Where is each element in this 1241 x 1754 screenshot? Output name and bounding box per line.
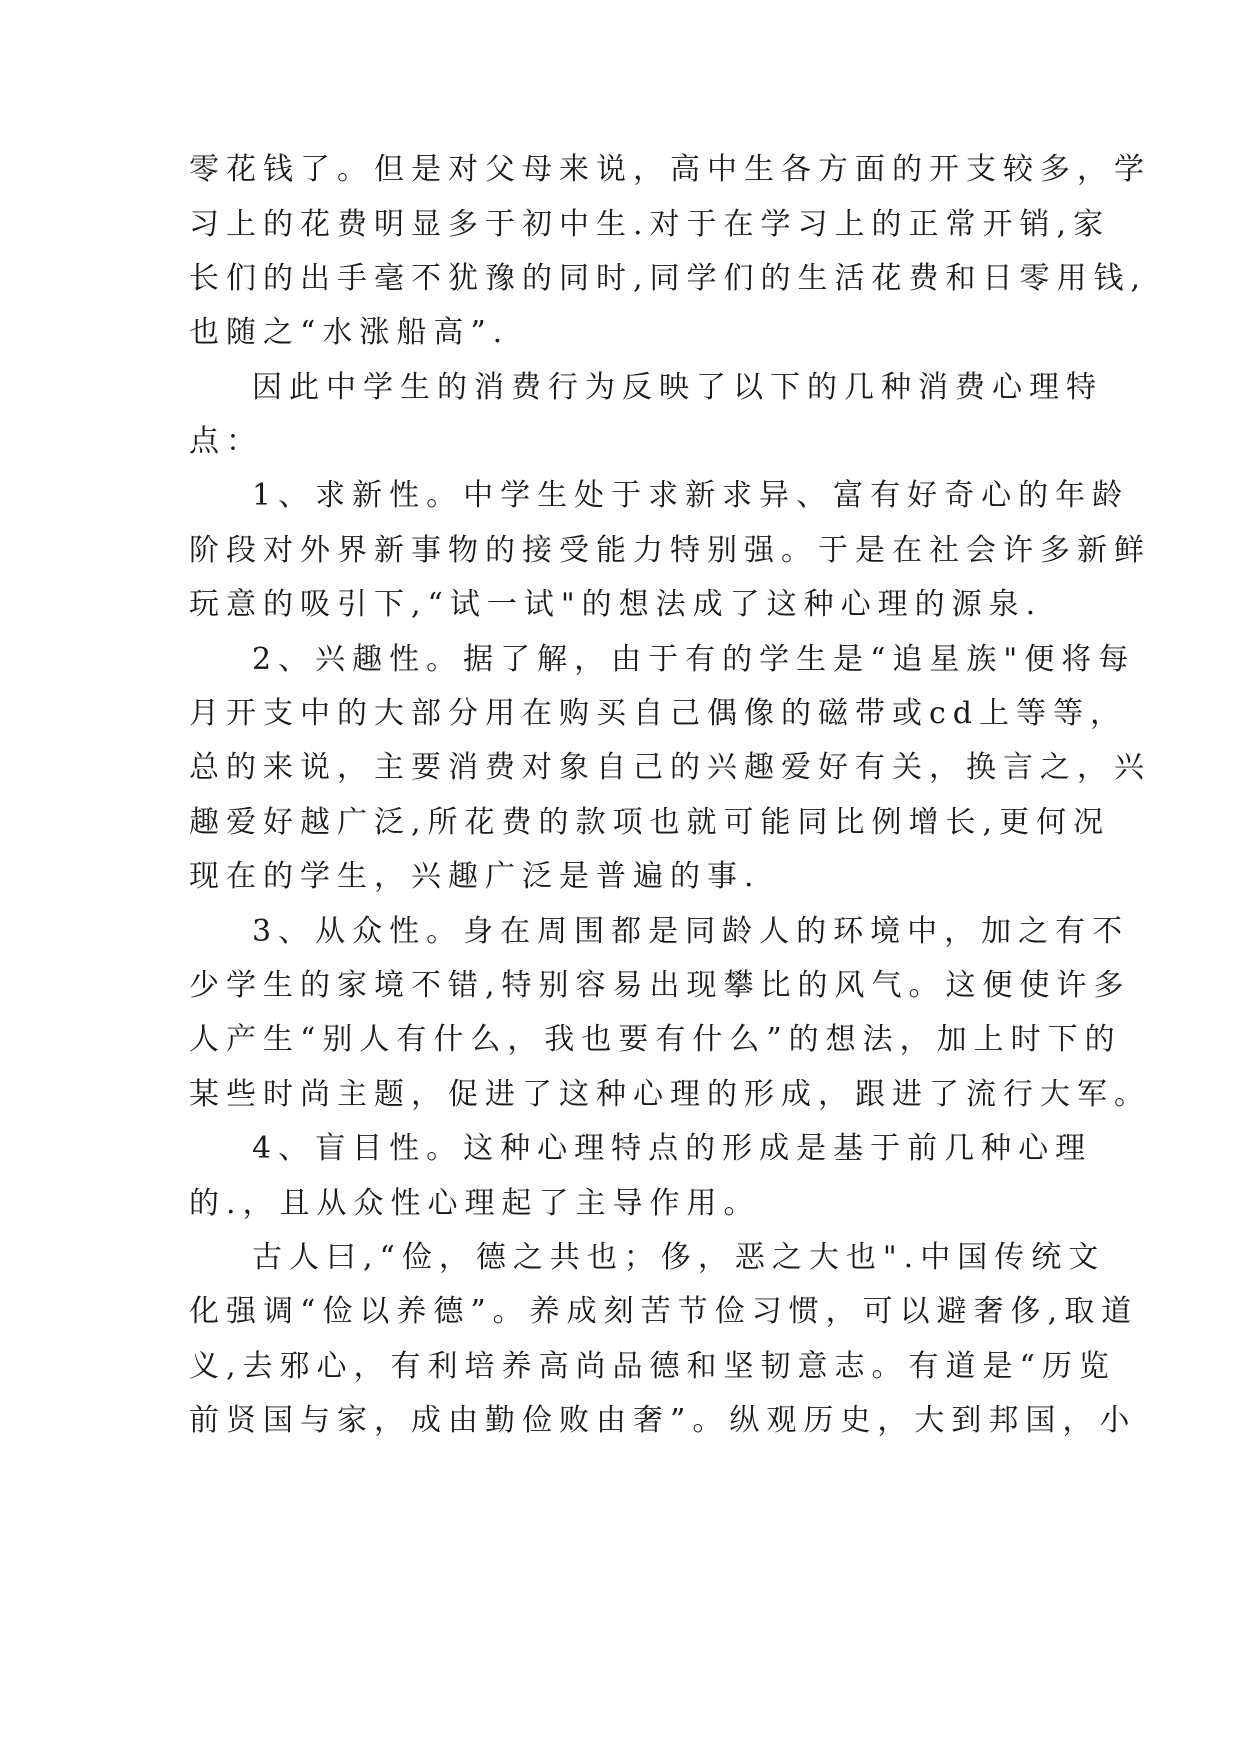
text-line: 玩意的吸引下,“试一试"的想法成了这种心理的源泉. [189,587,1043,622]
text-line: 1、求新性。中学生处于求新求异、富有好奇心的年龄 [252,478,1130,513]
text-line: 4、盲目性。这种心理特点的形成是基于前几种心理 [252,1131,1093,1166]
text-line: 少学生的家境不错,特别容易出现攀比的风气。这便使许多 [189,968,1131,1003]
text-line: 化强调“俭以养德”。养成刻苦节俭习惯，可以避奢侈,取道 [189,1294,1139,1329]
text-line: 月开支中的大部分用在购买自己偶像的磁带或cd上等等， [189,696,1128,731]
text-line: 现在的学生，兴趣广泛是普遍的事. [189,859,761,894]
text-line: 长们的出手毫不犹豫的同时,同学们的生活花费和日零用钱, [189,261,1148,296]
text-line: 点： [189,424,263,459]
text-line: 义,去邪心，有利培养高尚品德和坚韧意志。有道是“历览 [189,1349,1116,1384]
text-line: 古人曰,“俭，德之共也；侈，恶之大也".中国传统文 [252,1240,1106,1275]
text-line: 的.，且从众性心理起了主导作用。 [189,1186,761,1221]
text-line: 2、兴趣性。据了解，由于有的学生是“追星族"便将每 [252,642,1136,677]
text-line: 前贤国与家，成由勤俭败由奢”。纵观历史，大到邦国，小 [189,1403,1137,1438]
text-line: 总的来说，主要消费对象自己的兴趣爱好有关，换言之，兴 [189,750,1151,785]
text-line: 也随之“水涨船高”. [189,315,510,350]
text-line: 因此中学生的消费行为反映了以下的几种消费心理特 [252,370,1103,405]
text-line: 趣爱好越广泛,所花费的款项也就可能同比例增长,更何况 [189,805,1111,840]
text-line: 人产生“别人有什么，我也要有什么”的想法，加上时下的 [189,1022,1122,1057]
text-line: 3、从众性。身在周围都是同龄人的环境中，加之有不 [252,914,1130,949]
text-line: 某些时尚主题，促进了这种心理的形成，跟进了流行大军。 [189,1077,1151,1112]
text-line: 习上的花费明显多于初中生.对于在学习上的正常开销,家 [189,207,1111,242]
text-line: 阶段对外界新事物的接受能力特别强。于是在社会许多新鲜 [189,533,1151,568]
text-line: 零花钱了。但是对父母来说，高中生各方面的开支较多，学 [189,152,1151,187]
